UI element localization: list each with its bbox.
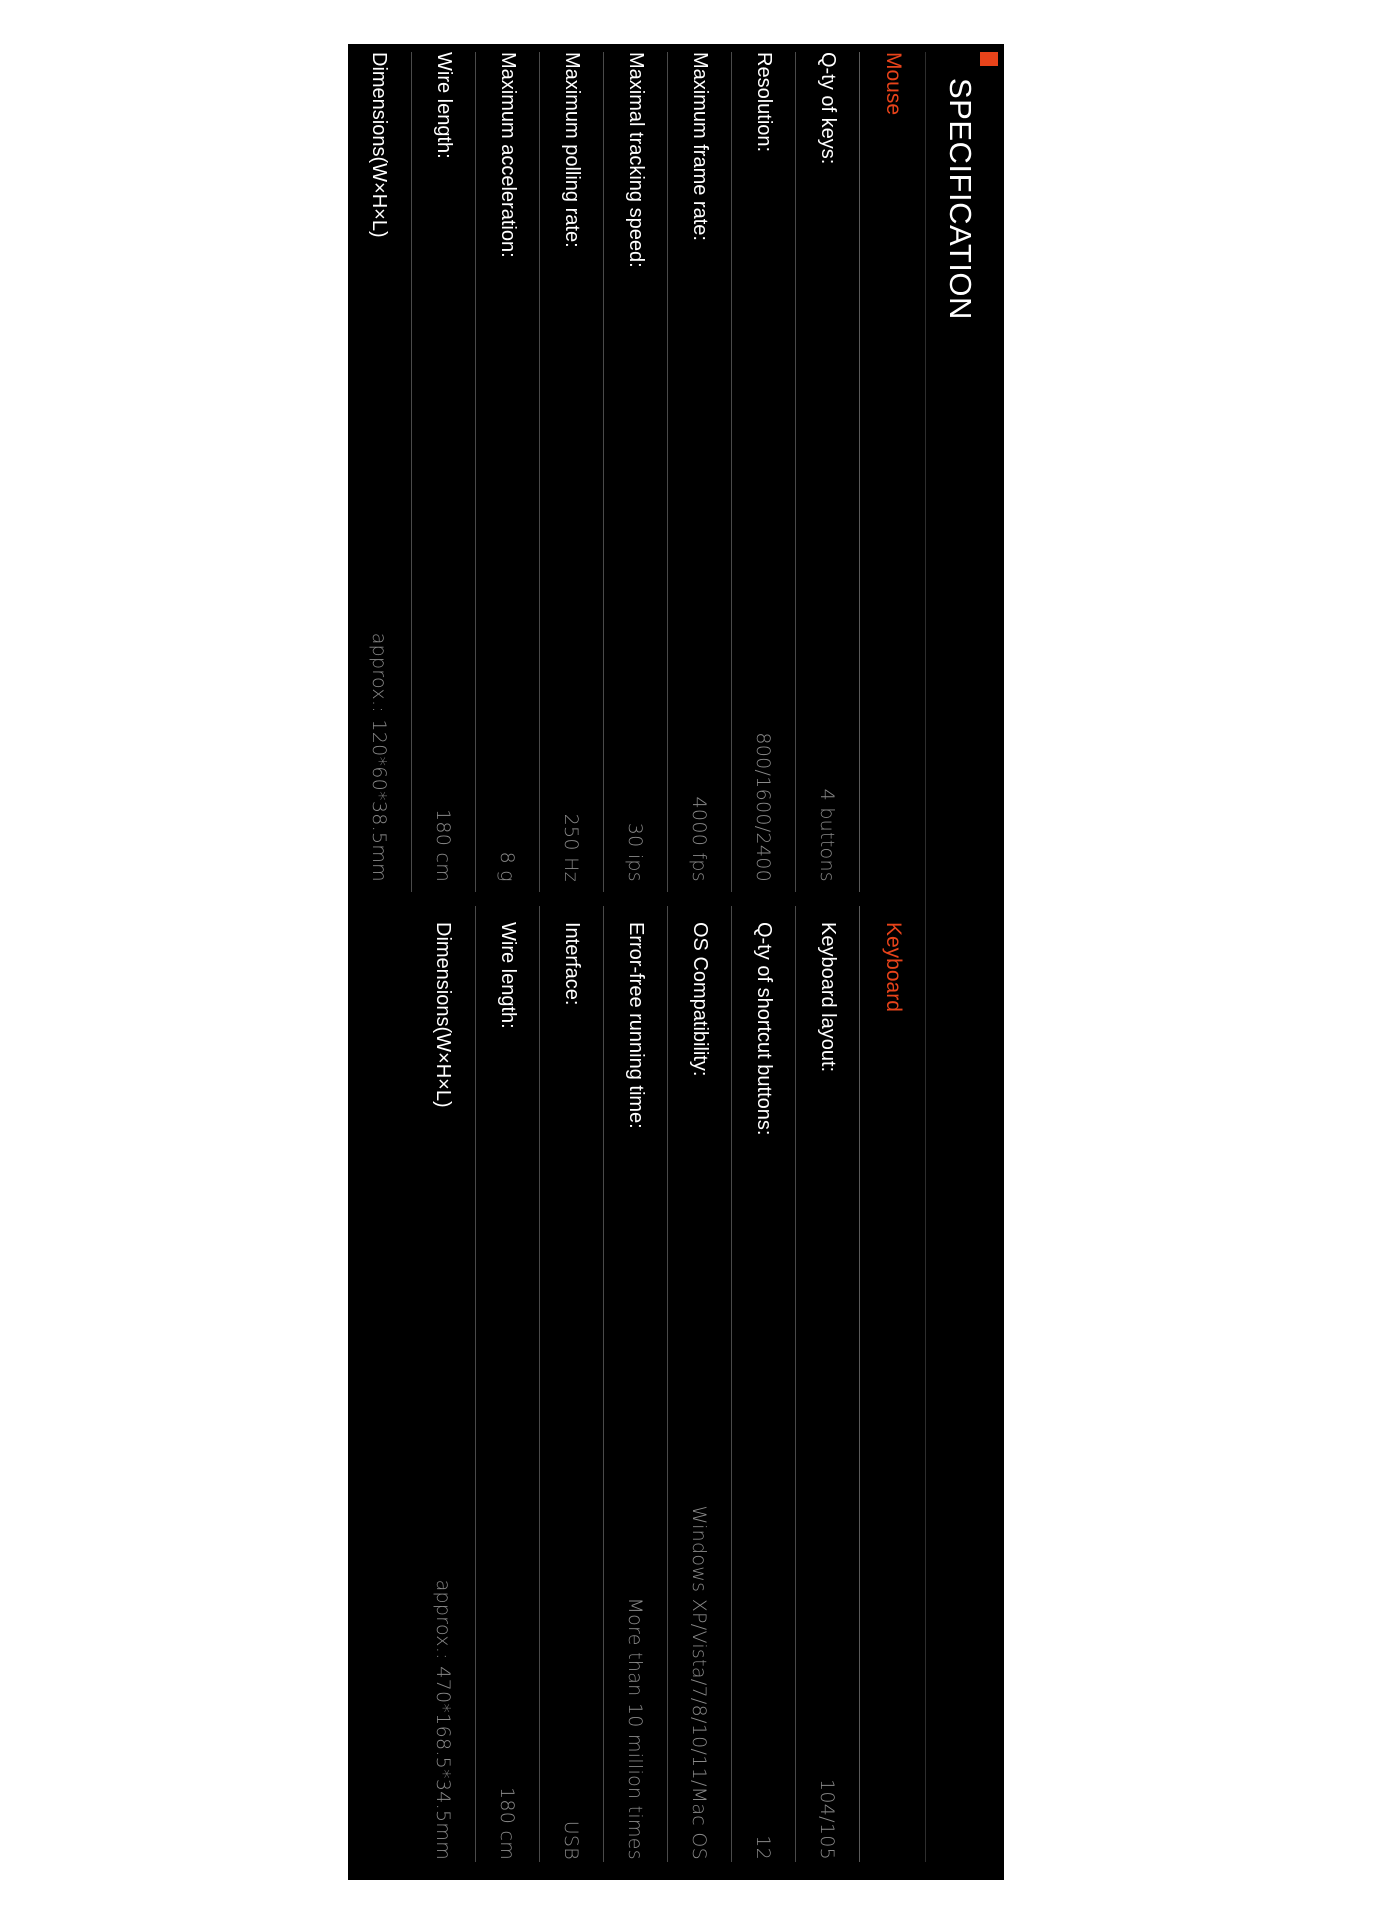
- spec-label: Maximum frame rate:: [689, 52, 711, 241]
- spec-label: Wire length:: [497, 922, 519, 1029]
- spec-value: Windows XP/Vista/7/8/10/11/Mac OS: [688, 1505, 711, 1860]
- mouse-spec-list: [347, 52, 859, 892]
- keyboard-spec-column: [411, 906, 926, 1862]
- title-marker-icon: [980, 52, 998, 66]
- mouse-spec-row: [795, 52, 859, 892]
- mouse-spec-row: [539, 52, 603, 892]
- spec-label: Resolution:: [753, 52, 775, 153]
- spec-label: Maximum polling rate:: [561, 52, 583, 248]
- spec-value: 800/1600/2400: [752, 732, 775, 882]
- spec-value: 4 buttons: [816, 788, 839, 882]
- keyboard-heading: Keyboard: [859, 906, 926, 1862]
- keyboard-spec-row: [667, 906, 731, 1862]
- spec-value: 104/105: [816, 1778, 839, 1860]
- mouse-spec-row: [411, 52, 475, 892]
- spec-value: 4000 fps: [688, 796, 711, 882]
- keyboard-spec-row: [475, 906, 539, 1862]
- mouse-spec-row: [347, 52, 411, 892]
- keyboard-spec-row: [603, 906, 667, 1862]
- keyboard-spec-list: [411, 906, 859, 1862]
- spec-value: approx.: 120*60*38.5mm: [368, 632, 390, 882]
- spec-label: Interface:: [561, 922, 583, 1006]
- mouse-spec-row: [603, 52, 667, 892]
- mouse-heading: Mouse: [859, 52, 926, 892]
- mouse-spec-row: [667, 52, 731, 892]
- spec-value: More than 10 million times: [624, 1597, 647, 1860]
- spec-label: Q-ty of shortcut buttons:: [753, 922, 775, 1136]
- spec-label: OS Compatibility:: [689, 922, 711, 1077]
- page-title: SPECIFICATION: [943, 78, 978, 320]
- spec-label: Error-free running time:: [625, 922, 647, 1129]
- spec-label: Keyboard layout:: [817, 922, 839, 1073]
- spec-value: 12: [752, 1835, 775, 1860]
- spec-label: Maximal tracking speed:: [625, 52, 647, 268]
- keyboard-spec-row: [539, 906, 603, 1862]
- spec-label: Q-ty of keys:: [817, 52, 839, 165]
- spec-label: Dimensions(W×H×L): [432, 922, 455, 1108]
- spec-value: USB: [560, 1820, 583, 1860]
- spec-label: Maximum acceleration:: [497, 52, 519, 258]
- spec-value: approx.: 470*168.5*34.5mm: [432, 1579, 454, 1860]
- spec-value: 30 ips: [624, 822, 647, 882]
- mouse-spec-row: [475, 52, 539, 892]
- spec-value: 180 cm: [432, 808, 455, 882]
- keyboard-spec-row: [795, 906, 859, 1862]
- mouse-spec-row: [731, 52, 795, 892]
- keyboard-spec-row: [411, 906, 475, 1862]
- spec-value: 180 cm: [496, 1786, 519, 1860]
- specification-panel: [348, 44, 1004, 1880]
- mouse-spec-column: [347, 52, 926, 892]
- title-row: [926, 52, 1004, 320]
- spec-value: 250 Hz: [560, 813, 583, 882]
- keyboard-spec-row: [731, 906, 795, 1862]
- spec-label: Dimensions(W×H×L): [368, 52, 391, 238]
- spec-label: Wire length:: [433, 52, 455, 159]
- spec-value: 8 g: [496, 851, 519, 882]
